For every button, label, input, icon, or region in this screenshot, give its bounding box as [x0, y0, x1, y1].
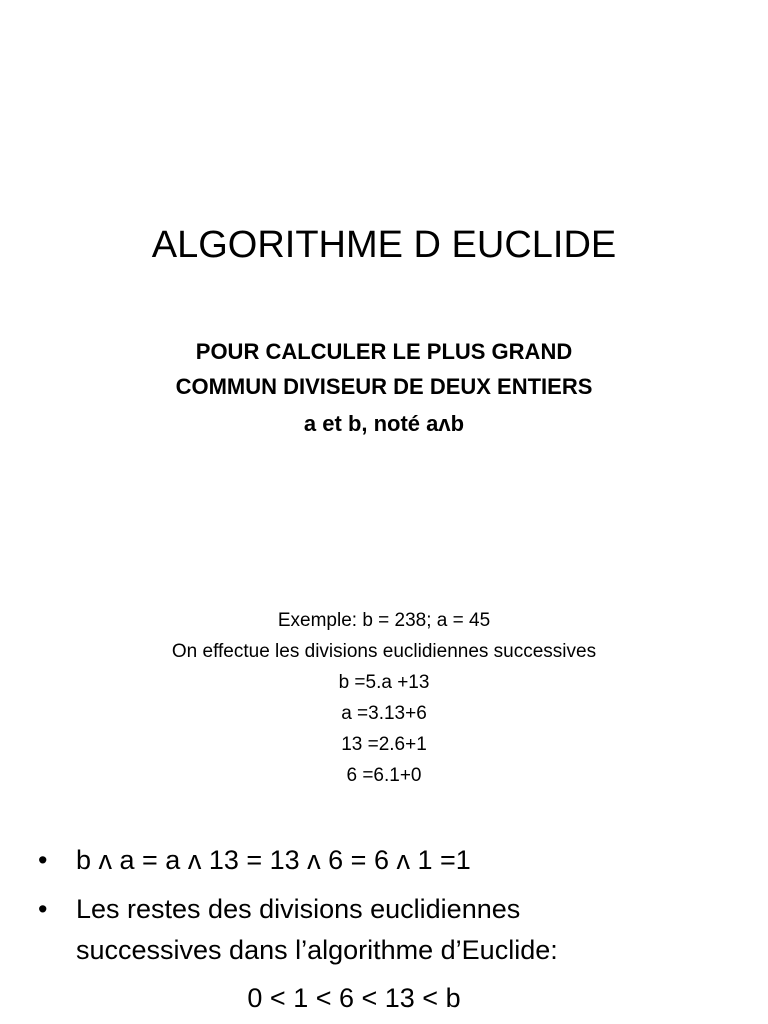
slide-title: ALGORITHME D EUCLIDE: [151, 224, 617, 266]
subtitle-block: [0, 334, 768, 441]
example-step-3: 13 =2.6+1: [341, 734, 427, 755]
subtitle-line-3: a et b, noté aʌb: [303, 411, 465, 436]
bullet-text-remainders-line-2: successives dans l’algorithme d’Euclide:: [76, 935, 558, 965]
bullet-list: [38, 840, 738, 971]
bullet-marker: •: [38, 845, 48, 875]
subtitle-line-2: COMMUN DIVISEUR DE DEUX ENTIERS: [175, 374, 593, 399]
example-intro: Exemple: b = 238; a = 45: [277, 610, 491, 631]
example-block: [0, 605, 768, 791]
subtitle-line-1: POUR CALCULER LE PLUS GRAND: [195, 339, 573, 364]
bullet-marker: •: [38, 894, 48, 924]
bullet-text-remainders-line-1: Les restes des divisions euclidiennes: [76, 894, 521, 924]
bullet-item-remainders: [38, 889, 738, 971]
bullet-item-gcd-chain: [38, 840, 738, 881]
example-step-4: 6 =6.1+0: [346, 765, 422, 786]
bullet-text-gcd-chain: b ʌ a = a ʌ 13 = 13 ʌ 6 = 6 ʌ 1 =1: [76, 845, 471, 875]
example-description: On effectue les divisions euclidiennes successives: [171, 641, 597, 662]
example-step-2: a =3.13+6: [341, 703, 427, 724]
remainder-order: 0 < 1 < 6 < 13 < b: [247, 983, 461, 1013]
example-step-1: b =5.a +13: [338, 672, 430, 693]
